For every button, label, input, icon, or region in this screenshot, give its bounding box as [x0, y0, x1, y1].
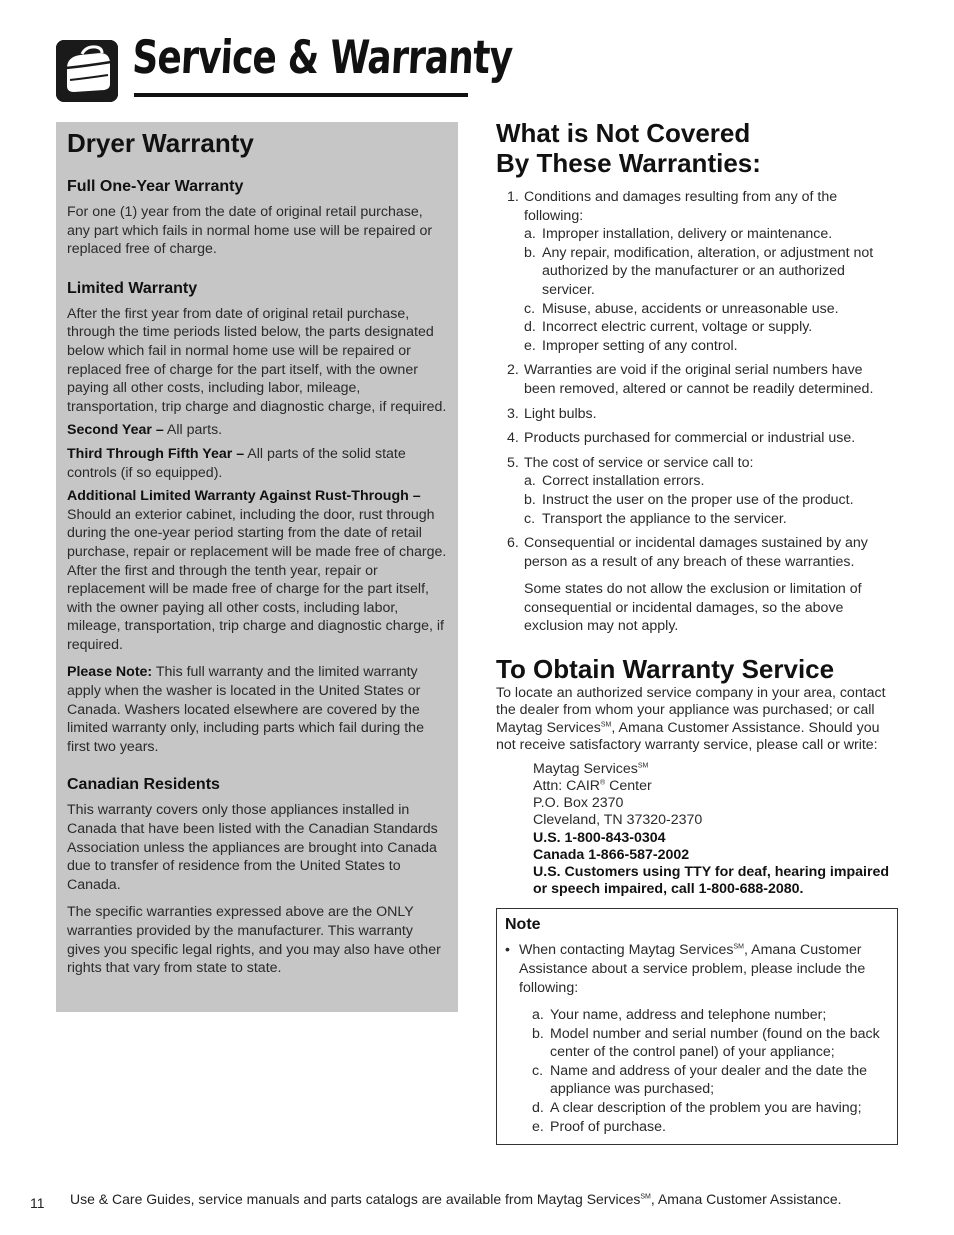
sub-item [524, 300, 898, 319]
sub-item-letter: a. [532, 1007, 544, 1024]
address-attn-b: Center [605, 777, 652, 794]
address-name [533, 761, 898, 778]
sub-item-letter: e. [532, 1118, 544, 1135]
item-number: 5. [507, 454, 519, 471]
sub-item [524, 472, 898, 491]
sub-item [524, 318, 898, 337]
full-warranty-text: For one (1) year from the date of original retail purchase, any part which fails in normal home use will be repaired or replaced free of charge. [67, 204, 433, 258]
note-heading: Note [505, 916, 541, 934]
not-covered-heading [496, 118, 898, 178]
footer-text-a: Use & Care Guides, service manuals and parts catalogs are available from Maytag Services [70, 1191, 641, 1207]
limited-warranty-text: After the first year from date of original retail purchase, through the time periods listed below, the parts designated below which fail in normal home use will be repaired or replaced free of charge for the part itself, with the owner paying all other costs, including labor, mileage, transportation, trip charge and diagnostic charge, if required. [67, 305, 447, 415]
sub-item-text: A clear description of the problem you are having; [550, 1100, 862, 1117]
phone-us-text: U.S. 1-800-843-0304 [533, 829, 666, 846]
sub-item-text: Any repair, modification, alteration, or adjustment not authorized by the manufacturer or an authorized servicer. [542, 244, 874, 298]
phone-us [533, 830, 898, 847]
sub-item-text: Your name, address and telephone number; [550, 1007, 827, 1024]
sub-item-letter: d. [524, 319, 536, 336]
item-text: The cost of service or service call to: [524, 454, 754, 471]
item-number: 2. [507, 362, 519, 379]
sub-item-text: Incorrect electric current, voltage or supply. [542, 319, 813, 336]
item-text: Warranties are void if the original serial numbers have been removed, altered or cannot be readily determined. [524, 362, 874, 397]
note-bullet-a: When contacting Maytag Services [519, 942, 734, 959]
sub-item-text: Proof of purchase. [550, 1118, 666, 1135]
note-bullet-b: , Amana Customer Assistance about a service problem, please include the following: [519, 942, 866, 996]
service-mark: SM [733, 943, 744, 951]
full-warranty-heading: Full One-Year Warranty [67, 178, 244, 195]
footer-text [70, 1191, 842, 1207]
item-text: Products purchased for commercial or industrial use. [524, 430, 856, 447]
sub-item-text: Transport the appliance to the servicer. [542, 510, 787, 527]
obtain-intro-a: To locate an authorized service company in your area, contact the dealer from whom your appliance was purchased; or call Maytag Services [496, 685, 886, 736]
item-text: Consequential or incidental damages sustained by any person as a result of any breach of these warranties. [524, 535, 868, 570]
sub-item [524, 244, 898, 300]
rust-warranty-label: Additional Limited Warranty Against Rust-Through – [67, 488, 421, 505]
address-box: P.O. Box 2370 [533, 795, 624, 812]
sub-item [524, 225, 898, 244]
list-item [496, 188, 898, 355]
phone-canada-text: Canada 1-866-587-2002 [533, 846, 690, 863]
sub-item [524, 337, 898, 356]
second-year-text: All parts. [163, 422, 223, 439]
note-box [496, 908, 898, 1145]
specific-warranties-text: The specific warranties expressed above are the ONLY warranties provided by the manufacturer. This warranty gives you specific legal rights, and you may also have other rights that vary from state to state. [67, 904, 441, 977]
list-item [496, 405, 898, 424]
canadian-residents-heading: Canadian Residents [67, 776, 220, 794]
list-item [496, 454, 898, 528]
registered-mark: ® [600, 779, 606, 787]
list-item [496, 361, 898, 398]
bullet-dot: • [505, 942, 510, 959]
address-name-text: Maytag Services [533, 760, 638, 777]
item-text: Light bulbs. [524, 405, 597, 422]
sub-item-letter: e. [524, 337, 536, 354]
sub-item-letter: b. [524, 491, 536, 508]
sub-item-letter: b. [524, 244, 536, 261]
obtain-intro-b: , Amana Customer Assistance. Should you not receive satisfactory warranty service, please call or write: [496, 719, 880, 754]
tty-info [533, 864, 898, 898]
sub-item-letter: c. [524, 510, 536, 527]
sub-item [532, 1025, 887, 1062]
obtain-service-heading: To Obtain Warranty Service [496, 654, 835, 685]
note-list [505, 1006, 887, 1136]
sub-item-text: Improper setting of any control. [542, 337, 738, 354]
rust-warranty-paragraph [67, 487, 449, 654]
limited-warranty-heading: Limited Warranty [67, 279, 198, 297]
tty-text: U.S. Customers using TTY for deaf, hearing impaired or speech impaired, call 1-800-688-2080. [533, 863, 890, 898]
service-mark: SM [637, 761, 649, 769]
sub-item-letter: c. [524, 300, 536, 317]
sub-item [532, 1099, 887, 1118]
obtain-intro [496, 685, 898, 755]
sub-item-letter: c. [532, 1062, 544, 1079]
sub-item-text: Instruct the user on the proper use of the product. [542, 491, 854, 508]
second-year-label: Second Year – [67, 422, 164, 439]
dryer-warranty-heading: Dryer Warranty [67, 128, 254, 158]
not-covered-heading-line2: By These Warranties: [496, 148, 761, 178]
service-address [496, 761, 898, 899]
sub-item [524, 491, 898, 510]
page-title: Service & Warranty [131, 30, 514, 84]
footer-text-b: , Amana Customer Assistance. [650, 1191, 842, 1207]
dryer-warranty-section [67, 128, 449, 978]
please-note-text: This full warranty and the limited warranty apply when the washer is located in the United States or Canada. Washers located elsewhere are covered by the limited warranty only, including parts which fail during the first two years. [67, 664, 424, 755]
sub-item [524, 510, 898, 529]
service-mark: SM [640, 1193, 651, 1201]
item-text: Conditions and damages resulting from any of the following: [524, 189, 838, 224]
toolbox-icon [56, 40, 118, 102]
rust-warranty-text: Should an exterior cabinet, including the door, rust through during the one-year period starting from the date of retail purchase, repair or replacement will be made free of charge. After the first and through the tenth year, repair or replacement will be made free of charge for the part itself, with the owner paying all other costs, including labor, mileage, transportation, trip charge and diagnostic charge, if required. [67, 506, 447, 653]
third-year-paragraph [67, 445, 449, 482]
list-item [496, 534, 898, 571]
sub-item [532, 1118, 887, 1137]
item-number: 3. [507, 405, 519, 422]
states-disclaimer: Some states do not allow the exclusion or limitation of consequential or incidental damages, so the above exclusion may not apply. [524, 581, 862, 635]
address-attn [533, 778, 898, 795]
address-attn-a: Attn: CAIR [533, 777, 601, 794]
please-note-label: Please Note: [67, 664, 153, 681]
sub-item-letter: b. [532, 1025, 544, 1042]
sub-item-letter: d. [532, 1100, 544, 1117]
sub-item-text: Correct installation errors. [542, 473, 705, 490]
address-city: Cleveland, TN 37320-2370 [533, 812, 703, 829]
sub-item-letter: a. [524, 226, 536, 243]
sub-item-text: Name and address of your dealer and the date the appliance was purchased; [550, 1062, 868, 1098]
sub-item-text: Improper installation, delivery or maintenance. [542, 226, 833, 243]
please-note-paragraph [67, 663, 449, 756]
phone-canada [533, 847, 898, 864]
not-covered-list [496, 188, 898, 571]
second-year-paragraph [67, 421, 449, 440]
page-number: 11 [30, 1195, 45, 1211]
sub-item [532, 1006, 887, 1025]
item-number: 6. [507, 535, 519, 552]
not-covered-heading-line1: What is Not Covered [496, 118, 751, 148]
list-item [496, 429, 898, 448]
item-number: 4. [507, 430, 519, 447]
right-column [496, 118, 898, 1145]
third-year-text: All parts of the solid state controls (if so equipped). [67, 445, 406, 481]
sub-item-letter: a. [524, 473, 536, 490]
third-year-label: Third Through Fifth Year – [67, 445, 245, 462]
canadian-residents-text: This warranty covers only those appliances installed in Canada that have been listed with the Canadian Standards Association unless the appliances are brought into Canada due to transfer of residence from the United States to Canada. [67, 802, 438, 893]
sub-item [532, 1062, 887, 1099]
note-bullet [505, 941, 887, 997]
title-underline [134, 93, 468, 97]
sub-item-text: Model number and serial number (found on the back center of the control panel) of your appliance; [550, 1025, 880, 1061]
service-mark: SM [600, 721, 612, 729]
sub-item-text: Misuse, abuse, accidents or unreasonable use. [542, 300, 839, 317]
item-number: 1. [507, 189, 519, 205]
